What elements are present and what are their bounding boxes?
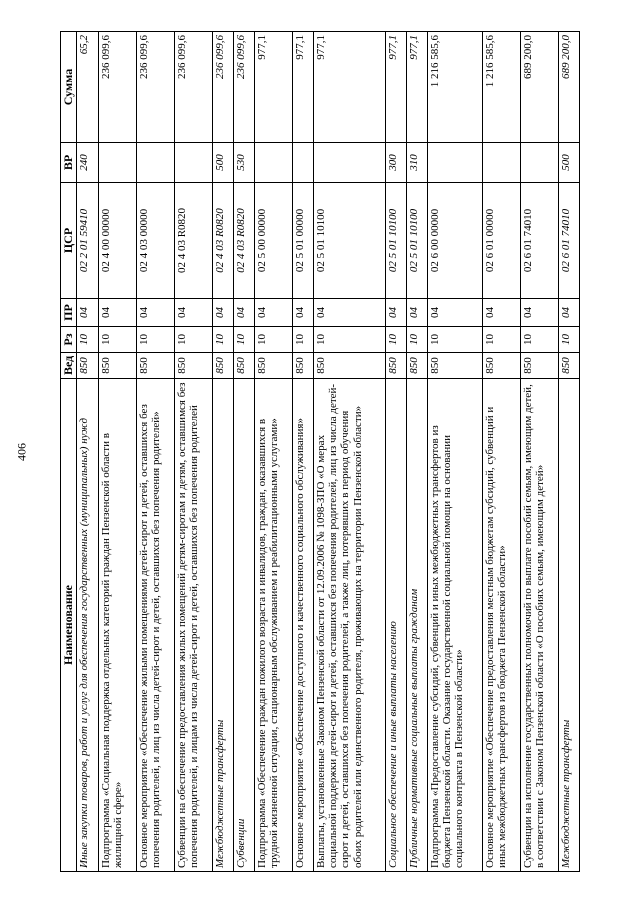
cell-name: Субвенции на исполнение государственных полномочий по выплате пособий семьям, имеющим детей, в соответствии с Законом Пензенской области «О пособиях семьям, имеющим детей»	[520, 379, 558, 872]
column-header-rz: Рз	[61, 327, 77, 353]
cell-vr	[254, 143, 292, 183]
cell-sum: 236 099,6	[233, 32, 254, 143]
table-row	[406, 32, 427, 872]
cell-ved: 850	[98, 353, 136, 379]
cell-sum: 1 216 585,6	[427, 32, 482, 143]
cell-name: Выплаты, установленные Законом Пензенской области от 12.09.2006 № 1098-ЗПО «О мерах социальной поддержки детей-сирот и детей, оставшихся без попечения родителей, лиц из числа детей-сирот и детей, оставшихся без попечения родителей, а также лиц, потерявших в период обучения обоих родителей или единственного родителя, проживающих на территории Пензенской области»	[313, 379, 385, 872]
cell-pr: 04	[98, 299, 136, 327]
cell-csr: 02 6 00 00000	[427, 183, 482, 299]
cell-pr: 04	[427, 299, 482, 327]
cell-rz: 10	[77, 327, 98, 353]
table-row	[77, 32, 98, 872]
column-header-ved: Вед	[61, 353, 77, 379]
cell-pr: 04	[136, 299, 174, 327]
cell-name: Основное мероприятие «Обеспечение доступного и качественного социального обслуживания»	[292, 379, 313, 872]
cell-name: Основное мероприятие «Обеспечение жилыми помещениями детей-сирот и детей, оставшихся без попечения родителей, и лиц из числа детей-сирот и детей, оставшихся без попечения родителей»	[136, 379, 174, 872]
cell-vr: 240	[77, 143, 98, 183]
column-header-pr: ПР	[61, 299, 77, 327]
table-header-row	[61, 32, 77, 872]
cell-name: Иные закупки товаров, работ и услуг для обеспечения государственных (муниципальных) нужд	[77, 379, 98, 872]
cell-rz: 10	[292, 327, 313, 353]
cell-rz: 10	[233, 327, 254, 353]
cell-csr: 02 5 01 10100	[313, 183, 385, 299]
cell-rz: 10	[212, 327, 233, 353]
cell-sum: 236 099,6	[98, 32, 136, 143]
cell-name: Публичные нормативные социальные выплаты гражданам	[406, 379, 427, 872]
cell-vr	[174, 143, 212, 183]
cell-name: Социальное обеспечение и иные выплаты населению	[385, 379, 406, 872]
cell-ved: 850	[313, 353, 385, 379]
table-row	[98, 32, 136, 872]
cell-rz: 10	[406, 327, 427, 353]
cell-rz: 10	[313, 327, 385, 353]
cell-vr	[520, 143, 558, 183]
cell-rz: 10	[558, 327, 579, 353]
cell-ved: 850	[482, 353, 520, 379]
cell-sum: 236 099,6	[174, 32, 212, 143]
cell-ved: 850	[233, 353, 254, 379]
cell-csr: 02 6 01 74010	[558, 183, 579, 299]
cell-pr: 04	[233, 299, 254, 327]
column-header-sum: Сумма	[61, 32, 77, 143]
cell-rz: 10	[174, 327, 212, 353]
cell-csr: 02 4 03 R0820	[212, 183, 233, 299]
cell-pr: 04	[77, 299, 98, 327]
cell-ved: 850	[136, 353, 174, 379]
cell-csr: 02 6 01 74010	[520, 183, 558, 299]
budget-table	[60, 31, 580, 872]
table-row	[212, 32, 233, 872]
cell-sum: 977,1	[385, 32, 406, 143]
cell-pr: 04	[313, 299, 385, 327]
cell-pr: 04	[292, 299, 313, 327]
cell-name: Субвенции на обеспечение предоставления жилых помещений детям-сиротам и детям, оставшимся без попечения родителей, и лицам из числа детей-сирот и детей, оставшихся без попечения родителей	[174, 379, 212, 872]
cell-vr: 500	[558, 143, 579, 183]
cell-rz: 10	[98, 327, 136, 353]
table-row	[174, 32, 212, 872]
cell-vr	[292, 143, 313, 183]
cell-sum: 977,1	[406, 32, 427, 143]
cell-ved: 850	[385, 353, 406, 379]
cell-vr: 300	[385, 143, 406, 183]
cell-vr	[313, 143, 385, 183]
table-row	[427, 32, 482, 872]
cell-rz: 10	[427, 327, 482, 353]
column-header-vr: ВР	[61, 143, 77, 183]
cell-sum: 1 216 585,6	[482, 32, 520, 143]
cell-ved: 850	[254, 353, 292, 379]
cell-csr: 02 5 00 00000	[254, 183, 292, 299]
cell-name: Межбюджетные трансферты	[212, 379, 233, 872]
cell-name: Подпрограмма «Предоставление субсидий, субвенций и иных межбюджетных трансфертов из бюджета Пензенской области. Оказание государственной социальной помощи на основании социального контракта в Пензенской области»	[427, 379, 482, 872]
cell-name: Подпрограмма «Обеспечение граждан пожилого возраста и инвалидов, граждан, оказавшихся в трудной жизненной ситуации, стационарным обслуживанием и реабилитационными услугами»	[254, 379, 292, 872]
cell-csr: 02 5 01 00000	[292, 183, 313, 299]
cell-name: Подпрограмма «Социальная поддержка отдельных категорий граждан Пензенской области в жилищной сфере»	[98, 379, 136, 872]
cell-sum: 689 200,0	[520, 32, 558, 143]
cell-sum: 236 099,6	[212, 32, 233, 143]
cell-csr: 02 4 03 R0820	[174, 183, 212, 299]
cell-csr: 02 5 01 10100	[406, 183, 427, 299]
table-row	[254, 32, 292, 872]
cell-ved: 850	[558, 353, 579, 379]
column-header-name: Наименование	[61, 379, 77, 872]
table-row	[292, 32, 313, 872]
cell-sum: 977,1	[313, 32, 385, 143]
cell-vr: 530	[233, 143, 254, 183]
table-row	[313, 32, 385, 872]
rotated-table-container	[60, 32, 580, 872]
cell-ved: 850	[212, 353, 233, 379]
cell-csr: 02 4 03 R0820	[233, 183, 254, 299]
cell-csr: 02 5 01 10100	[385, 183, 406, 299]
table-row	[482, 32, 520, 872]
table-row	[558, 32, 579, 872]
cell-sum: 236 099,6	[136, 32, 174, 143]
cell-csr: 02 4 00 00000	[98, 183, 136, 299]
cell-rz: 10	[254, 327, 292, 353]
table-row	[233, 32, 254, 872]
cell-pr: 04	[558, 299, 579, 327]
cell-pr: 04	[212, 299, 233, 327]
cell-vr	[482, 143, 520, 183]
cell-vr	[98, 143, 136, 183]
cell-sum: 977,1	[292, 32, 313, 143]
cell-rz: 10	[136, 327, 174, 353]
column-header-csr: ЦСР	[61, 183, 77, 299]
cell-sum: 689 200,0	[558, 32, 579, 143]
table-row	[520, 32, 558, 872]
cell-ved: 850	[406, 353, 427, 379]
cell-sum: 65,2	[77, 32, 98, 143]
cell-csr: 02 4 03 00000	[136, 183, 174, 299]
cell-ved: 850	[520, 353, 558, 379]
cell-pr: 04	[520, 299, 558, 327]
table-body	[77, 32, 580, 872]
cell-name: Основное мероприятие «Обеспечение предоставления местным бюджетам субсидий, субвенций и иных межбюджетных трансфертов из бюджета Пензенской области»	[482, 379, 520, 872]
cell-ved: 850	[292, 353, 313, 379]
cell-rz: 10	[482, 327, 520, 353]
cell-pr: 04	[406, 299, 427, 327]
cell-pr: 04	[385, 299, 406, 327]
cell-name: Субвенции	[233, 379, 254, 872]
cell-pr: 04	[482, 299, 520, 327]
cell-vr: 310	[406, 143, 427, 183]
table-row	[136, 32, 174, 872]
cell-ved: 850	[77, 353, 98, 379]
cell-rz: 10	[520, 327, 558, 353]
page-number: 406	[14, 443, 29, 461]
cell-pr: 04	[254, 299, 292, 327]
cell-ved: 850	[427, 353, 482, 379]
cell-name: Межбюджетные трансферты	[558, 379, 579, 872]
cell-csr: 02 2 01 59410	[77, 183, 98, 299]
table-row	[385, 32, 406, 872]
cell-vr	[427, 143, 482, 183]
cell-csr: 02 6 01 00000	[482, 183, 520, 299]
cell-pr: 04	[174, 299, 212, 327]
cell-ved: 850	[174, 353, 212, 379]
cell-vr	[136, 143, 174, 183]
cell-sum: 977,1	[254, 32, 292, 143]
cell-vr: 500	[212, 143, 233, 183]
cell-rz: 10	[385, 327, 406, 353]
